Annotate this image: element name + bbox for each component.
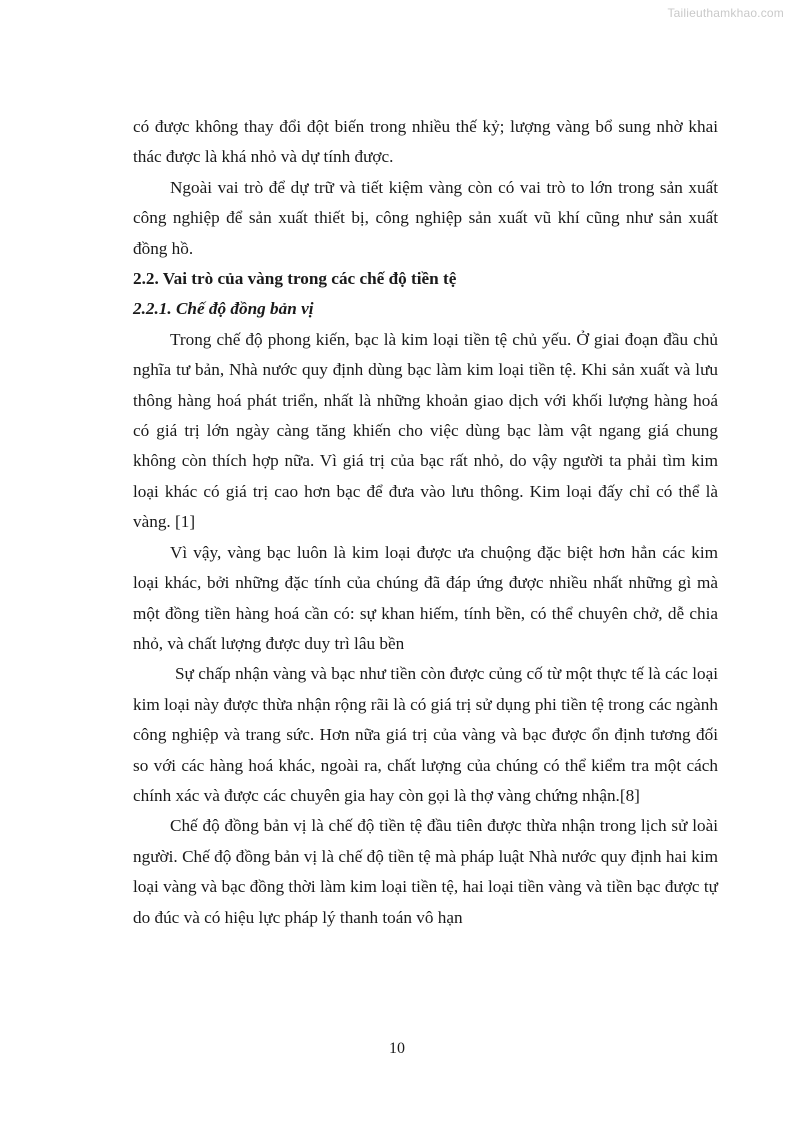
- section-heading-2-2: 2.2. Vai trò của vàng trong các chế độ tiền tệ: [133, 269, 457, 289]
- paragraph-gold-roles: Ngoài vai trò để dự trữ và tiết kiệm vàng còn có vai trò to lớn trong sản xuất công nghiệp để sản xuất thiết bị, công nghiệp sản xuất vũ khí cũng như sản xuất đồng hồ.: [133, 177, 718, 258]
- page-number: 10: [389, 1040, 405, 1057]
- watermark-text: Tailieuthamkhao.com: [667, 6, 784, 20]
- paragraph-bimetallism: Chế độ đồng bản vị là chế độ tiền tệ đầu tiên được thừa nhận trong lịch sử loài người. Chế độ đồng bản vị là chế độ tiền tệ mà pháp luật Nhà nước quy định hai kim loại vàng và bạc đồng thời làm kim loại tiền tệ, hai loại tiền vàng và tiền bạc được tự do đúc và có hiệu lực pháp lý thanh toán vô hạn: [133, 816, 718, 927]
- paragraph-feudal-silver: Trong chế độ phong kiến, bạc là kim loại tiền tệ chủ yếu. Ở giai đoạn đầu chủ nghĩa tư bản, Nhà nước quy định dùng bạc làm kim loại tiền tệ. Khi sản xuất và lưu thông hàng hoá phát triển, nhất là những khoản giao dịch với khối lượng hàng hoá có giá trị lớn ngày càng tăng khiến cho việc dùng bạc làm vật ngang giá chung không còn thích hợp nữa. Vì giá trị của bạc rất nhỏ, do vậy người ta phải tìm kim loại khác có giá trị cao hơn bạc để đưa vào lưu thông. Kim loại đấy chỉ có thể là vàng. [1]: [133, 329, 718, 532]
- paragraph-gold-silver-favored: Vì vậy, vàng bạc luôn là kim loại được ưa chuộng đặc biệt hơn hẳn các kim loại khác, bởi những đặc tính của chúng đã đáp ứng được nhiều nhất những gì mà một đồng tiền hàng hoá cần có: sự khan hiếm, tính bền, có thể chuyên chở, dễ chia nhỏ, và chất lượng được duy trì lâu bền: [133, 542, 718, 653]
- document-body: [133, 112, 718, 933]
- subsection-heading-2-2-1: 2.2.1. Chế độ đồng bản vị: [133, 299, 314, 319]
- paragraph-acceptance: Sự chấp nhận vàng và bạc như tiền còn được củng cố từ một thực tế là các loại kim loại này được thừa nhận rộng rãi là có giá trị sử dụng phi tiền tệ trong các ngành công nghiệp và trang sức. Hơn nữa giá trị của vàng và bạc được ổn định tương đối so với các hàng hoá khác, ngoài ra, chất lượng của chúng có thể kiểm tra một cách chính xác và được các chuyên gia hay còn gọi là thợ vàng chứng nhận.[8]: [133, 664, 718, 805]
- paragraph-continuation: có được không thay đổi đột biến trong nhiều thế kỷ; lượng vàng bổ sung nhờ khai thác được là khá nhỏ và dự tính được.: [133, 117, 718, 167]
